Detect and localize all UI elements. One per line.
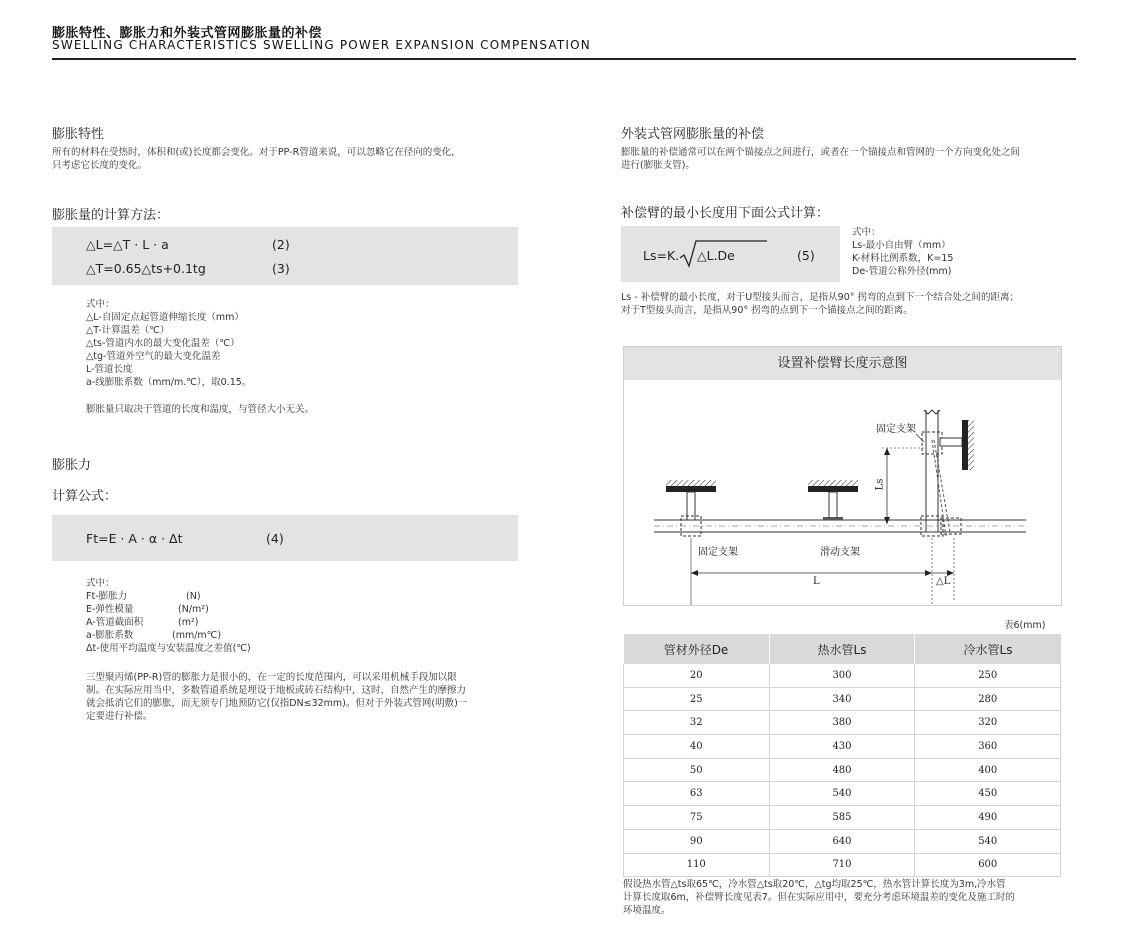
table-cell: 585 xyxy=(769,806,915,830)
legend-line: L-管道长度 xyxy=(86,364,133,375)
table-cell: 490 xyxy=(915,806,1061,830)
text-line: 所有的材料在受热时，体积和(或)长度都会变化。对于PP-R管道来说，可以忽略它在径向的变化， xyxy=(52,147,461,158)
header-divider xyxy=(52,58,1076,60)
column-header: 冷水管Ls xyxy=(915,634,1061,664)
legend-line: a-线膨胀系数（mm/m.℃），取0.15。 xyxy=(86,377,252,388)
diagram-title: 设置补偿臂长度示意图 xyxy=(624,347,1061,380)
legend-row xyxy=(86,616,386,629)
legend-unit: (mm/m℃) xyxy=(172,630,222,641)
table-cell: 450 xyxy=(915,782,1061,806)
legend-unit: (N) xyxy=(186,591,201,602)
table-cell: 250 xyxy=(915,664,1061,687)
table-cell: 20 xyxy=(624,664,770,687)
table-row xyxy=(624,664,1061,687)
table-cell: 430 xyxy=(769,735,915,759)
formula-legend-arm xyxy=(852,226,953,278)
legend-unit: (m²) xyxy=(178,617,199,628)
legend-symbol: Δt-使用平均温度与安装温度之差值(℃) xyxy=(86,643,251,654)
formula-3-number: (3) xyxy=(272,261,290,276)
table-cell: 480 xyxy=(769,758,915,782)
formula-box-expansion xyxy=(52,227,518,285)
legend-symbol: E-弹性模量 xyxy=(86,604,134,615)
table-cell: 25 xyxy=(624,687,770,711)
text-line: 三型聚丙烯(PP-R)管的膨胀力是很小的，在一定的长度范围内，可以采用机械手段加以限 xyxy=(86,672,457,683)
legend-line: △L-自固定点起管道伸缩长度（mm） xyxy=(86,312,244,323)
table-cell: 540 xyxy=(769,782,915,806)
table-cell: 280 xyxy=(915,687,1061,711)
legend-line: K-材料比例系数，K=15 xyxy=(852,253,954,264)
table-cell: 32 xyxy=(624,711,770,735)
table-row xyxy=(624,829,1061,853)
legend-line: 式中： xyxy=(852,227,881,238)
page-title-cn: 膨胀特性、膨胀力和外装式管网膨胀量的补偿 xyxy=(52,26,323,41)
diagram-drawing xyxy=(624,380,1061,605)
formula-box-arm xyxy=(621,226,840,282)
label-fixed-support: 固定支架 xyxy=(698,547,738,558)
page-title-en: SWELLING CHARACTERISTICS SWELLING POWER EXPANSION COMPENSATION xyxy=(52,38,591,52)
formula-5-number: (5) xyxy=(797,248,815,263)
table-row xyxy=(624,735,1061,759)
table-cell: 360 xyxy=(915,735,1061,759)
ls-table-grid xyxy=(623,634,1061,877)
table-cell: 380 xyxy=(769,711,915,735)
table-cell: 600 xyxy=(915,853,1061,877)
table-caption: 表6(mm) xyxy=(1004,620,1046,631)
section-title-calc-formula: 计算公式： xyxy=(52,489,118,504)
formula-5-radicand: △L.De xyxy=(697,248,735,263)
legend-symbol: 式中： xyxy=(86,578,115,589)
legend-line: △tg-管道外空气的最大变化温差 xyxy=(86,351,221,362)
formula-5-left: Ls=K. xyxy=(643,248,680,263)
table-cell: 75 xyxy=(624,806,770,830)
formula-4-number: (4) xyxy=(266,531,284,546)
text-line: 定要进行补偿。 xyxy=(86,711,153,722)
table-cell: 340 xyxy=(769,687,915,711)
label-sliding-support: 滑动支架 xyxy=(820,547,860,558)
compensation-text xyxy=(621,146,1020,172)
text-line: 计算长度取6m，补偿臂长度见表7。但在实际应用中，要充分考虑环境温差的变化及施工时的 xyxy=(623,892,1015,903)
column-header: 热水管Ls xyxy=(769,634,915,664)
table-row xyxy=(624,806,1061,830)
legend-line: De-管道公称外径(mm) xyxy=(852,266,952,277)
table-cell: 540 xyxy=(915,829,1061,853)
legend-row xyxy=(86,577,386,590)
table-cell: 63 xyxy=(624,782,770,806)
table-cell: 400 xyxy=(915,758,1061,782)
legend-unit: (N/m²) xyxy=(178,604,209,615)
ls-table xyxy=(623,634,1061,877)
text-line: 进行(膨胀支管)。 xyxy=(621,160,695,171)
ground-hatch-icon xyxy=(808,480,858,486)
legend-line: △ts-管道内水的最大变化温差（℃） xyxy=(86,338,240,349)
table-cell: 50 xyxy=(624,758,770,782)
table-row xyxy=(624,758,1061,782)
expansion-note: 膨胀量只取决于管道的长度和温度，与管径大小无关。 xyxy=(86,404,315,415)
text-line: Ls - 补偿臂的最小长度，对于U型接头而言，是指从90° 拐弯的点到下一个结合处之间的距离； xyxy=(621,292,1020,303)
table-row xyxy=(624,782,1061,806)
footer-note xyxy=(623,878,1015,917)
legend-row xyxy=(86,642,386,655)
label-l: L xyxy=(813,576,820,587)
label-delta-l: △L xyxy=(936,576,951,587)
table-row xyxy=(624,711,1061,735)
legend-symbol: a-膨胀系数 xyxy=(86,630,134,641)
table-cell: 640 xyxy=(769,829,915,853)
table-row xyxy=(624,687,1061,711)
section-title-arm-formula: 补偿臂的最小长度用下面公式计算： xyxy=(621,206,830,221)
text-line: 制。在实际应用当中，多数管道系统是埋设于地板或砖石结构中，这时，自然产生的摩擦力 xyxy=(86,685,467,696)
legend-line: Ls-最小自由臂（mm） xyxy=(852,240,951,251)
text-line: 只考虑它长度的变化。 xyxy=(52,160,148,171)
ground-hatch-icon xyxy=(666,480,716,486)
formula-3: △T=0.65△ts+0.1tg xyxy=(86,261,206,276)
swelling-power-paragraph xyxy=(86,671,467,723)
section-title-swelling-power: 膨胀力 xyxy=(52,458,92,473)
label-ls: Ls xyxy=(874,478,886,491)
formula-box-force xyxy=(52,515,518,561)
table-cell: 320 xyxy=(915,711,1061,735)
text-line: 对于T型接头而言，是指从90° 拐弯的点到下一个锚接点之间的距离。 xyxy=(621,305,913,316)
text-line: 环境温度。 xyxy=(623,905,671,916)
section-title-compensation: 外装式管网膨胀量的补偿 xyxy=(621,127,765,142)
ls-description xyxy=(621,291,1019,317)
table-cell: 710 xyxy=(769,853,915,877)
label-fixed-support-top: 固定支架 xyxy=(876,424,916,435)
column-header: 管材外径De xyxy=(624,634,770,664)
table-cell: 40 xyxy=(624,735,770,759)
legend-row xyxy=(86,629,386,642)
formula-legend-expansion xyxy=(86,298,251,389)
section-title-swelling-characteristics: 膨胀特性 xyxy=(52,127,105,142)
legend-line: 式中： xyxy=(86,299,115,310)
table-row xyxy=(624,853,1061,877)
formula-2-number: (2) xyxy=(272,237,290,252)
legend-symbol: A-管道截面积 xyxy=(86,617,144,628)
text-line: 就会抵消它们的膨胀，而无须专门地预防它(仅指DN≤32mm)。但对于外装式管网(明敷)一 xyxy=(86,698,468,709)
table-cell: 300 xyxy=(769,664,915,687)
legend-row xyxy=(86,603,386,616)
legend-row xyxy=(86,590,386,603)
section-title-calc-method: 膨胀量的计算方法： xyxy=(52,208,170,223)
table-cell: 110 xyxy=(624,853,770,877)
formula-2: △L=△T · L · a xyxy=(86,237,169,252)
text-line: 假设热水管△ts取65℃，冷水管△ts取20℃，△tg均取25℃，热水管计算长度为3m,冷水管 xyxy=(623,879,1006,890)
table-cell: 90 xyxy=(624,829,770,853)
legend-line: △T-计算温差（℃） xyxy=(86,325,170,336)
text-line: 膨胀量的补偿通常可以在两个锚接点之间进行，或者在一个锚接点和管网的一个方向变化处之间 xyxy=(621,147,1021,158)
formula-4: Ft=E · A · α · Δt xyxy=(86,531,183,546)
formula-legend-force xyxy=(86,577,386,655)
swelling-characteristics-text xyxy=(52,146,461,172)
compensation-arm-diagram xyxy=(623,346,1062,606)
legend-symbol: Ft-膨胀力 xyxy=(86,591,128,602)
